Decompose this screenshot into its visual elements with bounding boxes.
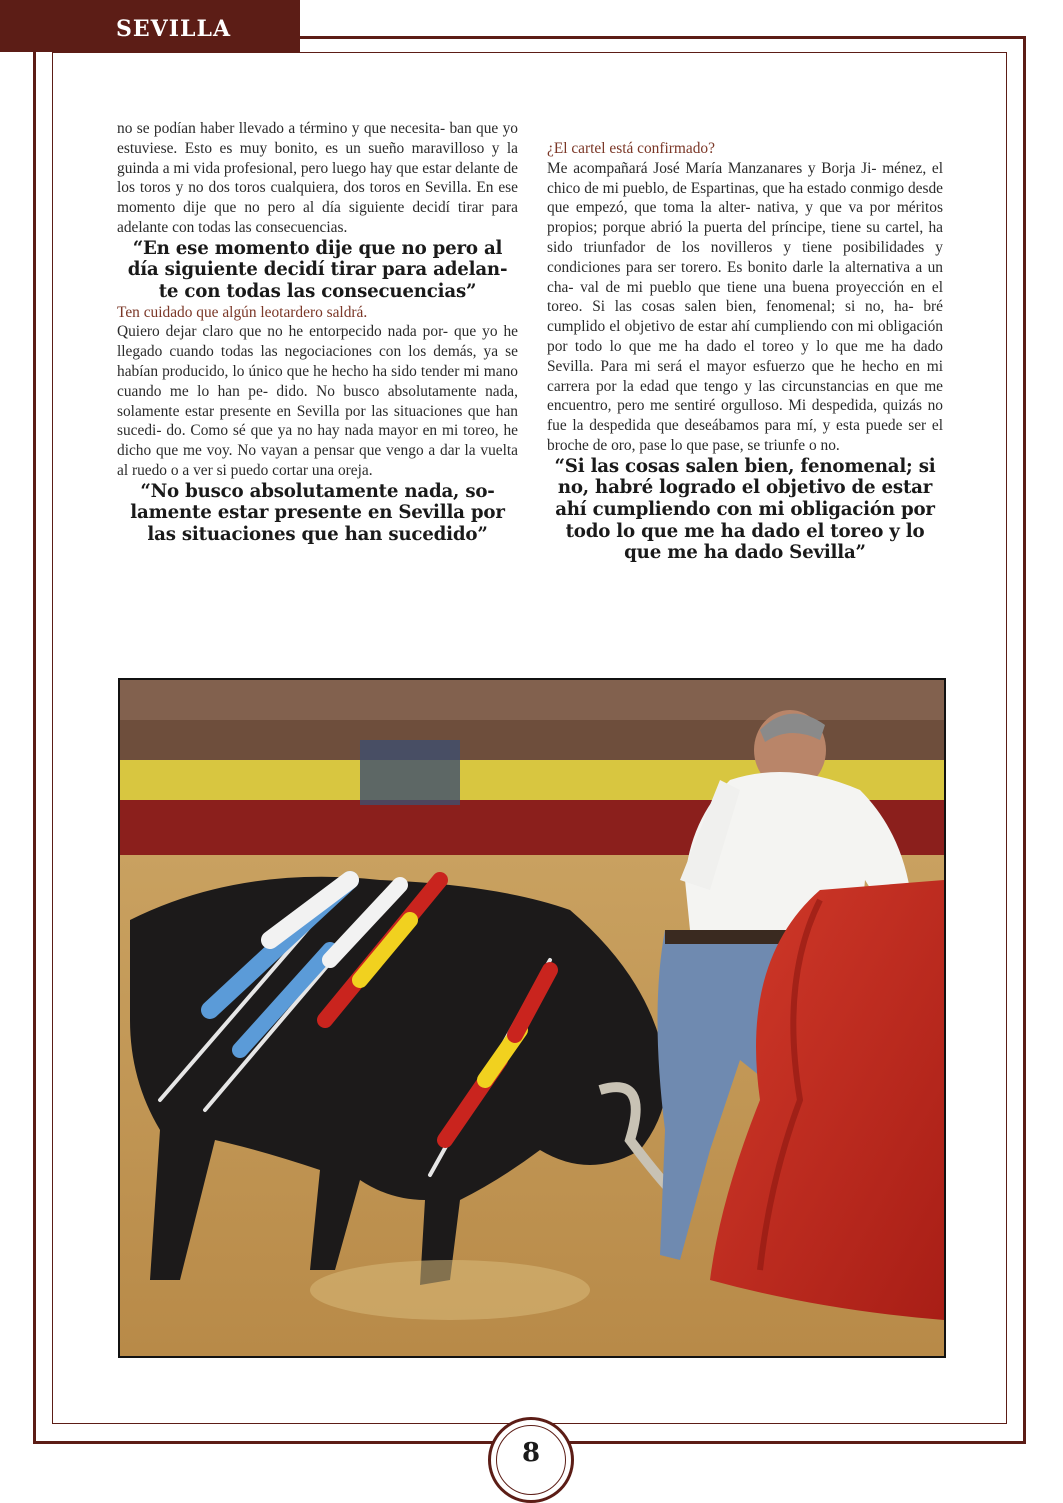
left-column — [117, 119, 518, 546]
right-paragraph: Me acompañará José María Manzanares y Borja Ji- ménez, el chico de mi pueblo, de Espartinas, que ha estado conmigo desde que empezó, que toma la alter- nativa, y que va por méritos propios; porque abrió la puerta del príncipe, tiene su cartel, ha sido triunfador de los novilleros y tiene posibilidades y condiciones para ser torero. Es bonito darle la alternativa a un cha- val de mi pueblo que tiene una buena proyección en el toreo. Si las cosas salen bien, fenomenal; si no, ha- bré cumplido el objetivo de estar ahí cumpliendo con mi obligación por todo lo que me ha dado el toreo y lo que me ha dado Sevilla. Para mi será el mayor esfuerzo que he hecho en mi carrera por la edad que tengo y las circunstancias en que me encuentro, pero me sentiré orgulloso. Mi despedida, quizás no fue la despedida que deseábamos para mí, y esta puede ser el broche de oro, pase lo que pase, se triunfe o no. — [547, 159, 943, 454]
left-paragraph-2: Quiero dejar claro que no he entorpecido nada por- que yo he llegado cuando todas las negociaciones con los demás, ya se habían producido, lo único que he hecho ha sido tender mi mano cuando me lo han pe- dido. No busco absolutamente nada, solamente estar presente en Sevilla por las situaciones que han sucedi- do. Como sé que ya no hay nada mayor en mi toreo, he dicho que me voy. No vayan a pensar que vengo a dar la vuelta al ruedo o a ver si puedo cortar una oreja. — [117, 323, 518, 479]
pull-quote-2: “No busco absolutamente nada, so- lamente estar presente en Sevilla por las situaciones que han sucedido” — [130, 480, 505, 545]
bullfight-photo — [118, 678, 946, 1358]
section-title: SEVILLA — [116, 16, 232, 42]
bullfight-illustration — [120, 680, 944, 1356]
pull-quote-1: “En ese momento dije que no pero al día siguiente decidí tirar para adelan- te con todas las consecuencias” — [127, 237, 508, 302]
left-paragraph-1: no se podían haber llevado a término y que necesita- ban que yo estuviese. Esto es muy bonito, es un sueño maravilloso y la guinda a mi vida profesional, pero luego hay que estar delante de los toros y no dos toros cualquiera, dos toros en Sevilla. En ese momento dije que no pero al día siguiente decidí tirar para adelante con todas las consecuencias. — [117, 120, 518, 236]
right-column — [547, 139, 943, 564]
pull-quote-3: “Si las cosas salen bien, fenomenal; si no, habré logrado el objetivo de estar ahí cumpliendo con mi obligación por todo lo que me ha dado el toreo y lo que me ha dado Sevilla” — [554, 455, 936, 564]
page-number: 8 — [521, 1438, 541, 1468]
interview-question-2: ¿El cartel está confirmado? — [547, 140, 715, 157]
interview-question-1: Ten cuidado que algún leotardero saldrá. — [117, 303, 368, 321]
